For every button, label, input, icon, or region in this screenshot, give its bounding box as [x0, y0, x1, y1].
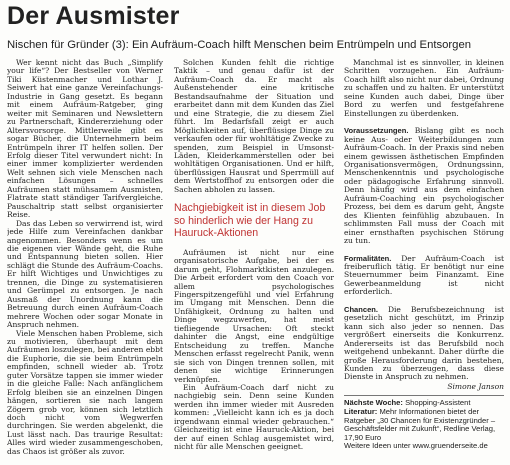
- column-1: [7, 59, 163, 461]
- author-name: Simone Janson: [447, 381, 504, 391]
- literature-label: Literatur:: [344, 406, 378, 416]
- pull-quote: Nachgiebigkeit ist in diesem Job so hinderlich wie der Hang zu Hauruck-Aktionen: [174, 202, 326, 240]
- paragraph: Das das Leben so verwirrend ist, wird jede Hilfe zum Vereinfachen dankbar angenommen. Besonders wenn es um die eigenen vier Wände geht, die Ruhe und Entspannung bieten sollen. Hier schlägt die Stunde des Aufräum-Coachs. Er hilft Wichtiges und Unwichtiges zu trennen, die Dinge zu systematisieren und Gerümpel zu entsorgen. Je nach Ausmaß der Unordnung kann die Betreuung durch einen Aufräum-Coach mehrere Wochen oder sogar Monate in Anspruch nehmen.: [7, 218, 163, 330]
- article-headline: Der Ausmister: [7, 2, 180, 30]
- section-chancen: [344, 306, 504, 382]
- section-heading: Formalitäten.: [344, 253, 392, 263]
- paragraph: Solchen Kunden fehlt die richtige Taktik – und genau dafür ist der Aufräum-Coach da. Er macht als Außenstehender eine kritische Bestandsaufnahme der Situation und erarbeitet dann mit dem Kunden das Ziel und eine Strategie, die zu diesem Ziel führt. Im Bedarfsfall zeigt er auch Möglichkeiten auf, überflüssige Dinge zu verkaufen oder für wohltätige Zwecke zu spenden, zum Beispiel in Umsonst-Läden, Kleiderkammerstellen oder bei wohltätigen Organisationen. Und er hilft, überflüssigen Hausrat und Sperrmüll auf dem Wertstoffhof zu entsorgen oder die Sachen abholen zu lassen.: [174, 59, 334, 194]
- next-week-topic: Shopping-Assistent: [405, 398, 471, 408]
- paragraph: Aufräumen ist nicht nur eine organisatorische Aufgabe, bei der es darum geht, Flohmarktkisten anzulegen. Die Arbeit erfordert vom den Coach vor allem psychologisches Fingerspitzengefühl und viel Erfahrung im Umgang mit Menschen. Denn die Unfähigkeit, Ordnung zu halten und Dinge wegzuwerfen, hat meist tiefliegende Ursachen: Oft steckt dahinter die Angst, eine endgültige Entscheidung zu treffen. Manche Menschen erfasst regelrecht Panik, wenn sie sich von Dingen trennen sollen, mit denen sie wichtige Erinnerungen verknüpfen.: [174, 247, 334, 384]
- paragraph: Ein Aufräum-Coach darf nicht zu nachgiebig sein. Denn seine Kunden werden ihn immer wieder mit Ausreden kommen: „Vielleicht kann ich es ja doch irgendwann einmal wieder gebrauchen.“ Gleichzeitig ist eine Hauruck-Aktion, bei der auf einen Schlag ausgemistet wird, nicht für alle Menschen geeignet.: [174, 383, 334, 452]
- divider: [344, 395, 504, 396]
- section-heading: Chancen.: [344, 304, 378, 314]
- column-2: [174, 59, 334, 461]
- paragraph: Wer kennt nicht das Buch „Simplify your life“? Der Bestseller von Werner Tiki Küstenmacher und Lothar J. Seiwert hat eine ganze Vereinfachungs-Industrie in Gang gesetzt. Es begann mit einem Aufräum-Ratgeber, ging weiter mit Seminaren und Newslettern zu Partnerschaft, Kindererziehung oder Altersvorsorge. Mittlerweile gibt es sogar Bücher, die Unternehmern beim Entrümpeln ihrer IT helfen sollen. Der Erfolg dieser Titel verwundert nicht: In einer immer komplizierter werdenden Welt sehnen sich viele Menschen nach einfachen Lösungen – schnelles Aufräumen statt mühsamem Ausmisten, Flatrate statt ständiger Tarifvergleiche. Pauschaltrip statt selbst organisierter Reise.: [7, 59, 163, 220]
- section-heading: Voraussetzungen.: [344, 126, 409, 136]
- more-ideas-link[interactable]: Weitere Ideen unter www.gruenderseite.de: [344, 441, 488, 451]
- paragraph: Viele Menschen haben Probleme, sich zu motivieren, überhaupt mit dem Aufräumen loszulegen, bei anderen ebbt die Euphorie, die sie beim Entrümpeln empfinden, schnell wieder ab. Trotz guter Vorsätze tappen sie immer wieder in die gleiche Falle: Nach anfänglichem Erfolg bleiben sie an einzelnen Dingen hängen, sortieren sie nach langem Zögern grob vor, können sich letztlich doch nicht vom Wegwerfen durchringen. Sie werden abgelenkt, die Lust lässt nach. Das traurige Resultat: Alles wird wieder zusammengeschoben, das Chaos ist größer als zuvor.: [7, 328, 163, 456]
- section-text: Bislang gibt es noch keine Aus- oder Weiterbildungen zum Aufräum-Coach. In der Praxis sind neben einem gewissen ästhetischen Empfinden Organisationsvermögen, Ordnungssinn, Menschenkenntnis und psychologische oder pädagogische Erfahrung sinnvoll. Denn häufig wird aus dem einfachen Aufräum-Coaching ein psychologischer Prozess, bei dem es darum geht, Ängste des Klienten feinfühlig abzubauen. In schlimmsten Fall muss der Coach mit einer ernsthaften psychischen Störung zu tun.: [344, 126, 504, 246]
- column-3: [344, 59, 504, 461]
- next-week-box: [344, 399, 504, 451]
- literature-text: Mehr Informationen bietet der Ratgeber „30 Chancen für Existenzgründer – Geschäftsfelder mit Zukunft“, Redline Verlag, 17,90 Euro: [344, 406, 496, 442]
- section-text: Der Aufräum-Coach ist freiberuflich tätig. Er benötigt nur eine Steuernummer beim Finanzamt. Eine Gewerbeanmeldung ist nicht erforderlich.: [344, 253, 504, 297]
- next-week-line: [344, 399, 504, 442]
- section-voraussetzungen: [344, 127, 504, 245]
- section-formalitaeten: [344, 255, 504, 297]
- next-week-label: Nächste Woche:: [344, 398, 403, 408]
- section-text: Die Berufsbezeichnung ist gesetzlich nicht geschützt, im Prinzip kann sich also jeder so nennen. Das vergrößert einerseits die Konkurrenz. Andererseits ist das Berufsbild noch weitgehend unbekannt. Daher dürfte die große Herausforderung darin bestehen, Kunden zu überzeugen, dass diese Dienste in Anspruch zu nehmen.: [344, 304, 504, 382]
- article-subheadline: Nischen für Gründer (3): Ein Aufräum-Coach hilft Menschen beim Entrümpeln und Entsorgen: [7, 39, 472, 51]
- paragraph: Manchmal ist es sinnvoller, in kleinen Schritten vorzugehen. Ein Aufräum-Coach hilft also nicht nur dabei, Ordnung zu schaffen und zu halten. Er unterstützt seine Kunden auch dabei, Dinge über Bord zu werfen und festgefahrene Einstellungen zu überdenken.: [344, 59, 504, 118]
